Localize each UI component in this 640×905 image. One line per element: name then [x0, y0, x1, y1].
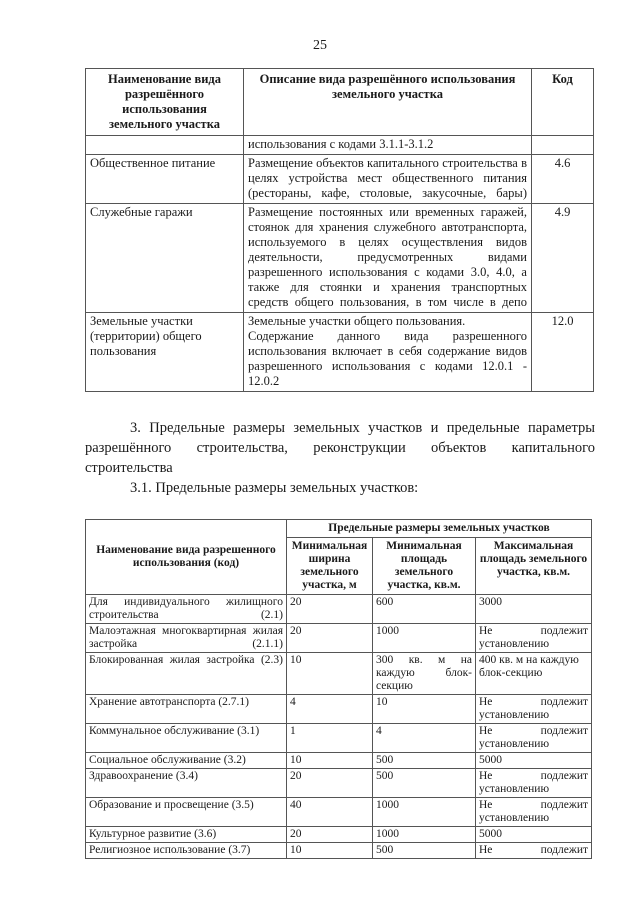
paragraph-text: 3. Предельные размеры земельных участков и предельные параметры разрешённого строительства, реконструкции объектов капитального строительства — [85, 420, 595, 476]
cell-use-name: Для индивидуального жилищного строительства (2.1) — [86, 595, 287, 624]
cell-min-area: 500 — [373, 753, 476, 769]
cell-min-width: 20 — [287, 769, 373, 798]
table-row — [86, 798, 592, 827]
cell-min-width: 10 — [287, 753, 373, 769]
cell-max-area: Не подлежит установлению — [476, 695, 592, 724]
description-text: Содержание данного вида разрешенного использования включает в себя содержание видов разрешенного использования с кодами 12.0.1 - 12.0.2 — [248, 329, 527, 388]
table-row — [86, 624, 592, 653]
cell-use-name: Здравоохранение (3.4) — [86, 769, 287, 798]
cell-use-name: Служебные гаражи — [86, 204, 244, 313]
cell-use-name: Хранение автотранспорта (2.7.1) — [86, 695, 287, 724]
page-number: 25 — [313, 38, 327, 53]
cell-min-width: 10 — [287, 843, 373, 859]
table-row — [86, 313, 594, 392]
cell-min-width: 10 — [287, 653, 373, 695]
cell-min-width: 40 — [287, 798, 373, 827]
cell-max-area: 5000 — [476, 827, 592, 843]
subsection-heading: 3.1. Предельные размеры земельных участков: — [130, 480, 419, 496]
cell-use-description: Размещение объектов капитального строительства в целях устройства мест общественного питания (рестораны, кафе, столовые, закусочные, бары) — [244, 155, 532, 204]
cell-min-area: 1000 — [373, 624, 476, 653]
cell-min-width: 4 — [287, 695, 373, 724]
table-row — [86, 204, 594, 313]
cell-min-width: 1 — [287, 724, 373, 753]
cell-min-area: 10 — [373, 695, 476, 724]
cell-empty — [86, 136, 244, 155]
cell-max-area: Не подлежит — [476, 843, 592, 859]
cell-max-area: Не подлежит установлению — [476, 624, 592, 653]
cell-min-area: 500 — [373, 769, 476, 798]
cell-use-name: Культурное развитие (3.6) — [86, 827, 287, 843]
cell-min-width: 20 — [287, 624, 373, 653]
table-header-row — [86, 69, 594, 136]
cell-min-width: 20 — [287, 827, 373, 843]
table-row — [86, 769, 592, 798]
cell-max-area: Не подлежит установлению — [476, 724, 592, 753]
cell-use-name: Религиозное использование (3.7) — [86, 843, 287, 859]
cell-use-name: Земельные участки (территории) общего пользования — [86, 313, 244, 392]
header-use-name: Наименование вида разрешённого использования земельного участка — [86, 69, 244, 136]
table-row — [86, 595, 592, 624]
table-row — [86, 753, 592, 769]
cell-use-description — [244, 313, 532, 392]
cell-code: 4.6 — [532, 155, 594, 204]
cell-use-name: Блокированная жилая застройка (2.3) — [86, 653, 287, 695]
cell-max-area: 400 кв. м на каждую блок-секцию — [476, 653, 592, 695]
table-row — [86, 724, 592, 753]
header-min-area: Минимальная площадь земельного участка, кв.м. — [373, 538, 476, 595]
cell-use-description: Размещение постоянных или временных гаражей, стоянок для хранения служебного автотранспорта, используемого в целях осуществления видов деятельности, предусмотренных видами разрешенного использования с кодами 3.0, 4.0, а также для стоянки и хранения транспортных средств общего пользования, в том числе в депо — [244, 204, 532, 313]
table-row — [86, 827, 592, 843]
cell-min-area: 600 — [373, 595, 476, 624]
land-plot-size-table — [85, 519, 592, 859]
cell-use-name: Образование и просвещение (3.5) — [86, 798, 287, 827]
cell-min-area: 500 — [373, 843, 476, 859]
cell-min-area: 4 — [373, 724, 476, 753]
table-row — [86, 136, 594, 155]
header-use-name: Наименование вида разрешенного использования (код) — [86, 520, 287, 595]
cell-use-name: Социальное обслуживание (3.2) — [86, 753, 287, 769]
header-use-description: Описание вида разрешённого использования земельного участка — [244, 69, 532, 136]
header-code: Код — [532, 69, 594, 136]
cell-max-area: Не подлежит установлению — [476, 769, 592, 798]
description-line: Земельные участки общего пользования. — [248, 314, 466, 328]
header-max-area: Максимальная площадь земельного участка, кв.м. — [476, 538, 592, 595]
table-row — [86, 155, 594, 204]
table-header-row — [86, 520, 592, 538]
cell-max-area: 5000 — [476, 753, 592, 769]
cell-max-area: Не подлежит установлению — [476, 798, 592, 827]
header-min-width: Минимальная ширина земельного участка, м — [287, 538, 373, 595]
table-row — [86, 653, 592, 695]
cell-min-area: 1000 — [373, 827, 476, 843]
section-heading-paragraph — [85, 418, 595, 478]
land-use-description-table — [85, 68, 594, 392]
cell-continuation: использования с кодами 3.1.1-3.1.2 — [244, 136, 532, 155]
cell-min-width: 20 — [287, 595, 373, 624]
cell-use-name: Коммунальное обслуживание (3.1) — [86, 724, 287, 753]
cell-code: 12.0 — [532, 313, 594, 392]
table-row — [86, 695, 592, 724]
cell-min-area: 300 кв. м на каждую блок-секцию — [373, 653, 476, 695]
cell-use-name: Общественное питание — [86, 155, 244, 204]
header-group-size-limits: Предельные размеры земельных участков — [287, 520, 592, 538]
table-row — [86, 843, 592, 859]
cell-max-area: 3000 — [476, 595, 592, 624]
cell-empty — [532, 136, 594, 155]
cell-code: 4.9 — [532, 204, 594, 313]
cell-min-area: 1000 — [373, 798, 476, 827]
cell-use-name: Малоэтажная многоквартирная жилая застройка (2.1.1) — [86, 624, 287, 653]
